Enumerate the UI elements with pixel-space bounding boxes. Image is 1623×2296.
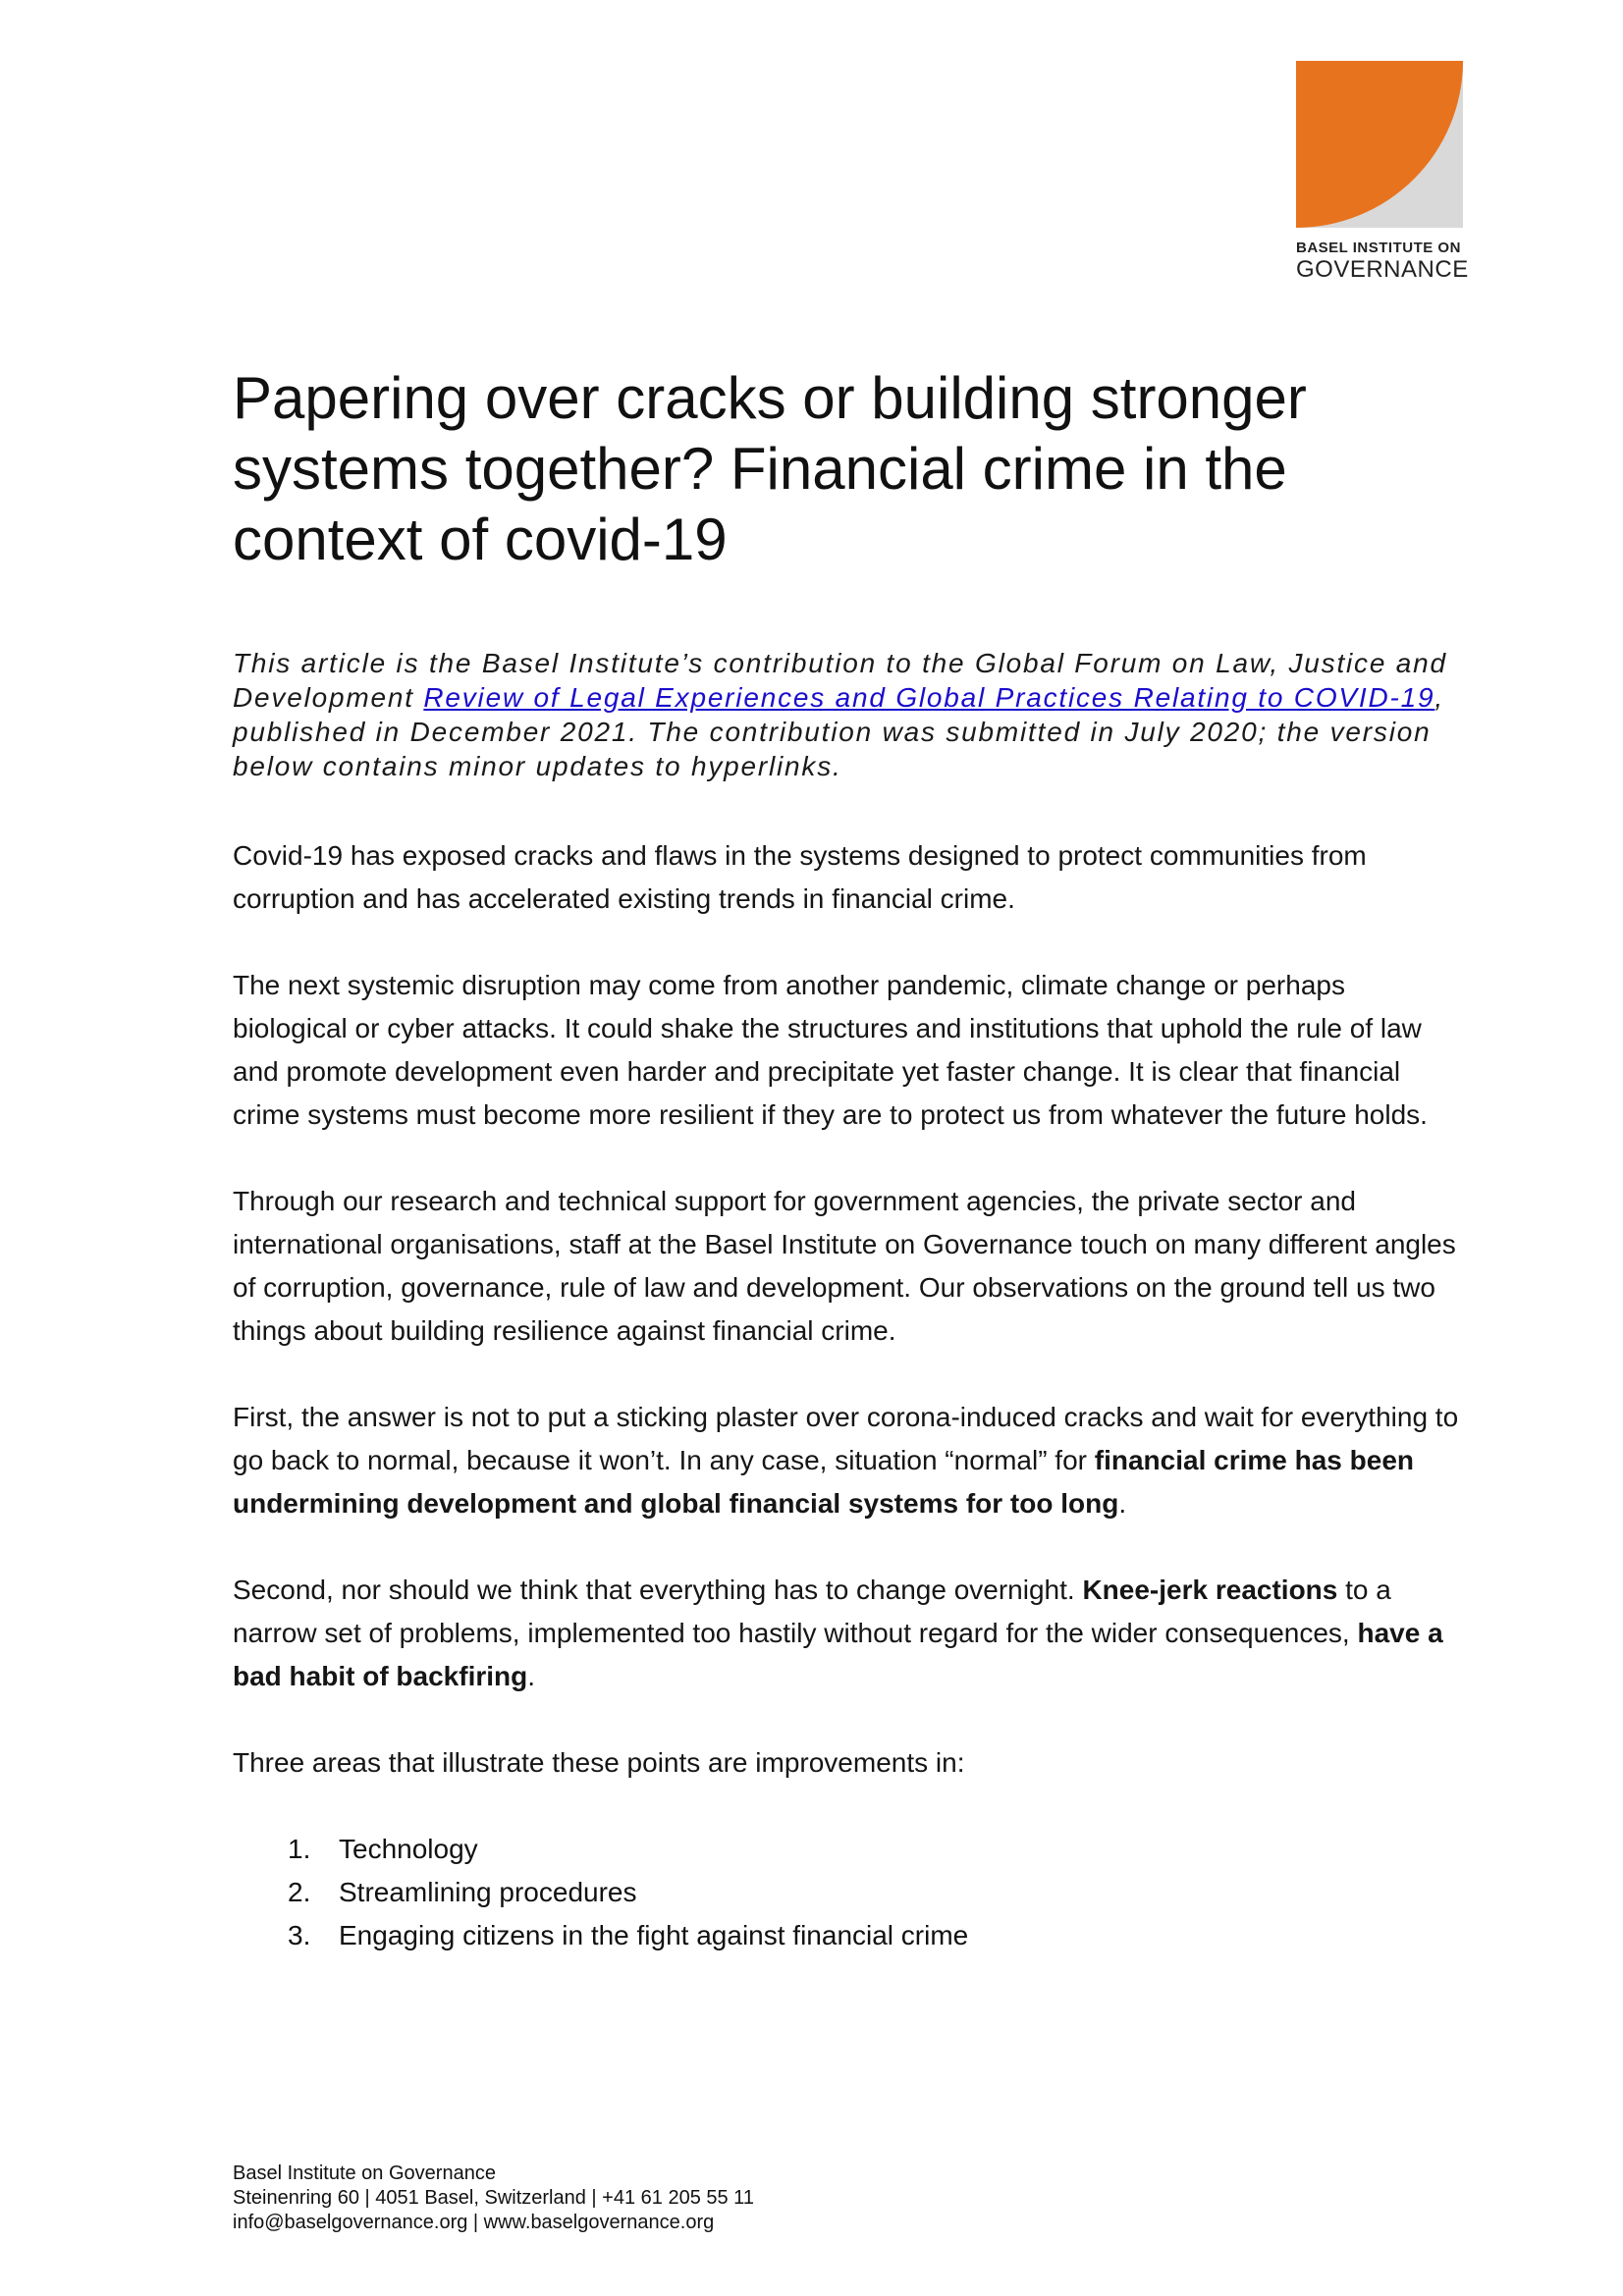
paragraph-3: Through our research and technical support for government agencies, the private sector and international organisations, staff at the Basel Institute on Governance touch on many different angles of corruption, governance, rule of law and development. Our observations on the ground tell us two things about building resilience against financial crime. xyxy=(233,1186,1456,1346)
improvement-areas-list xyxy=(233,1828,1460,1957)
paragraph-5-text-b: to a narrow set of problems, implemented too hastily without regard for the wider consequences, xyxy=(233,1575,1391,1648)
page-footer xyxy=(233,2162,754,2235)
list-item-number: 1. xyxy=(288,1834,311,1864)
paragraph-5 xyxy=(233,1569,1460,1698)
paragraph-5-emphasis-1: Knee-jerk reactions xyxy=(1082,1575,1338,1605)
paragraph-5-end: . xyxy=(527,1661,536,1691)
paragraph-5-text-a: Second, nor should we think that everything has to change overnight. xyxy=(233,1575,1083,1605)
list-item-text: Technology xyxy=(339,1834,478,1864)
footer-contact: info@baselgovernance.org | www.baselgovernance.org xyxy=(233,2212,715,2233)
paragraph-4 xyxy=(233,1396,1460,1525)
list-item-number: 3. xyxy=(288,1920,311,1950)
footer-address: Steinenring 60 | 4051 Basel, Switzerland | +41 61 205 55 11 xyxy=(233,2187,754,2209)
logo-mark-icon xyxy=(1296,61,1463,228)
list-item xyxy=(288,1828,1460,1871)
intro-note xyxy=(233,646,1460,783)
list-item xyxy=(288,1871,1460,1914)
paragraph-6: Three areas that illustrate these points are improvements in: xyxy=(233,1747,965,1778)
list-item xyxy=(288,1914,1460,1957)
document-body xyxy=(233,363,1460,1957)
footer-organisation: Basel Institute on Governance xyxy=(233,2163,496,2184)
paragraph-4-emphasis: financial crime has been undermining development and global financial systems for too long xyxy=(233,1445,1415,1519)
paragraph-1: Covid-19 has exposed cracks and flaws in the systems designed to protect communities from corruption and has accelerated existing trends in financial crime. xyxy=(233,840,1367,914)
intro-text-before: This article is the Basel Institute’s contribution to the Global Forum on Law, Justice and Development xyxy=(233,648,1447,713)
list-item-number: 2. xyxy=(288,1877,311,1907)
paragraph-4-end: . xyxy=(1118,1488,1127,1519)
basel-institute-logo xyxy=(1296,61,1469,284)
logo-text-line1: BASEL INSTITUTE ON xyxy=(1296,240,1461,256)
document-title: Papering over cracks or building stronger systems together? Financial crime in the context of covid-19 xyxy=(233,365,1307,572)
intro-text-after: , published in December 2021. The contribution was submitted in July 2020; the version below contains minor updates to hyperlinks. xyxy=(233,682,1444,781)
review-link[interactable]: Review of Legal Experiences and Global Practices Relating to COVID-19 xyxy=(423,682,1435,713)
paragraph-4-text: First, the answer is not to put a sticking plaster over corona-induced cracks and wait for everything to go back to normal, because it won’t. In any case, situation “normal” for xyxy=(233,1402,1459,1475)
paragraph-5-emphasis-2: have a bad habit of backfiring xyxy=(233,1618,1443,1691)
logo-text-line2: GOVERNANCE xyxy=(1296,256,1469,283)
list-item-text: Streamlining procedures xyxy=(339,1877,637,1907)
list-item-text: Engaging citizens in the fight against financial crime xyxy=(339,1920,969,1950)
paragraph-2: The next systemic disruption may come from another pandemic, climate change or perhaps biological or cyber attacks. It could shake the structures and institutions that uphold the rule of law and promote development even harder and precipitate yet faster change. It is clear that financial crime systems must become more resilient if they are to protect us from whatever the future holds. xyxy=(233,970,1428,1130)
